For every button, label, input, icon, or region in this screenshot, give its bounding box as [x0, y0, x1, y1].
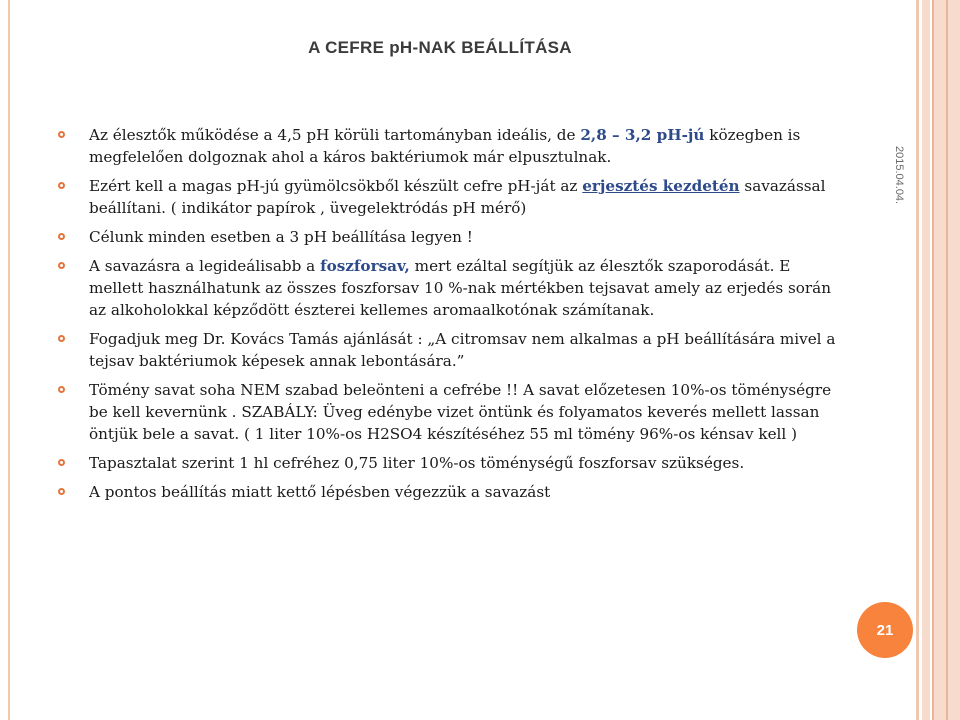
- bullet-item: [58, 379, 838, 445]
- bullet-icon: [58, 386, 65, 393]
- bullet-item: [58, 124, 838, 168]
- bullet-highlight: 2,8 – 3,2 pH-jú: [580, 126, 705, 144]
- bullet-text: A savazásra a legideálisabb a: [89, 257, 321, 275]
- page-number-badge: [857, 602, 913, 658]
- bullet-text: közegben is megfelelően dolgoznak ahol a káros baktériumok már elpusztulnak.: [89, 126, 801, 166]
- bullet-icon: [58, 459, 65, 466]
- bullet-icon: [58, 262, 65, 269]
- bullet-text: mert ezáltal segítjük az élesztők szaporodását. E mellett használhatunk az összes foszforsav 10 %-nak mértékben tejsavat amely az erjedés során az alkoholokkal képződött észterei kellemes aromaalkotónak számítanak.: [89, 257, 832, 319]
- bullet-item: [58, 481, 838, 503]
- bullet-item: [58, 255, 838, 321]
- bullet-text: Ezért kell a magas pH-jú gyümölcsökből készült cefre pH-ját az: [89, 177, 583, 195]
- bullet-highlight: foszforsav,: [320, 257, 410, 275]
- bullet-text: Tapasztalat szerint 1 hl cefréhez 0,75 liter 10%-os töménységű foszforsav szükséges.: [89, 454, 745, 472]
- right-border-stripe: [916, 0, 919, 720]
- bullet-text: Az élesztők működése a 4,5 pH körüli tartományban ideális, de: [89, 126, 581, 144]
- right-border-stripe: [922, 0, 930, 720]
- date-label: [891, 146, 911, 236]
- bullet-text: Tömény savat soha NEM szabad beleönteni a cefrébe !! A savat előzetesen 10%-os töménységre be kell kevernünk . SZABÁLY: Üveg edénybe vizet öntünk és folyamatos keverés mellett lassan öntjük bele a savat. ( 1 liter 10%-os H2SO4 készítéséhez 55 ml tömény 96%-os kénsav kell ): [89, 381, 832, 443]
- slide-title: A CEFRE pH-NAK BEÁLLÍTÁSA: [308, 38, 572, 57]
- bullet-icon: [58, 233, 65, 240]
- page-number: 21: [876, 621, 894, 639]
- bullet-item: [58, 175, 838, 219]
- bullet-item: [58, 452, 838, 474]
- bullet-item: [58, 226, 838, 248]
- bullet-icon: [58, 335, 65, 342]
- bullet-icon: [58, 488, 65, 495]
- bullet-text: savazással beállítani. ( indikátor papírok , üvegelektródás pH mérő): [89, 177, 826, 217]
- bullet-text: Fogadjuk meg Dr. Kovács Tamás ajánlását : „A citromsav nem alkalmas a pH beállítására mivel a tejsav baktériumok képesek annak lebontására.”: [89, 330, 836, 370]
- left-border-line: [8, 0, 10, 720]
- right-border-stripe: [946, 0, 948, 720]
- bullet-list: [58, 124, 838, 510]
- bullet-item: [58, 328, 838, 372]
- bullet-highlight: erjesztés kezdetén: [582, 177, 740, 195]
- bullet-icon: [58, 182, 65, 189]
- bullet-text: Célunk minden esetben a 3 pH beállítása legyen !: [89, 228, 473, 246]
- bullet-text: A pontos beállítás miatt kettő lépésben végezzük a savazást: [89, 483, 551, 501]
- date-text: 2015.04.04.: [893, 146, 905, 205]
- bullet-icon: [58, 131, 65, 138]
